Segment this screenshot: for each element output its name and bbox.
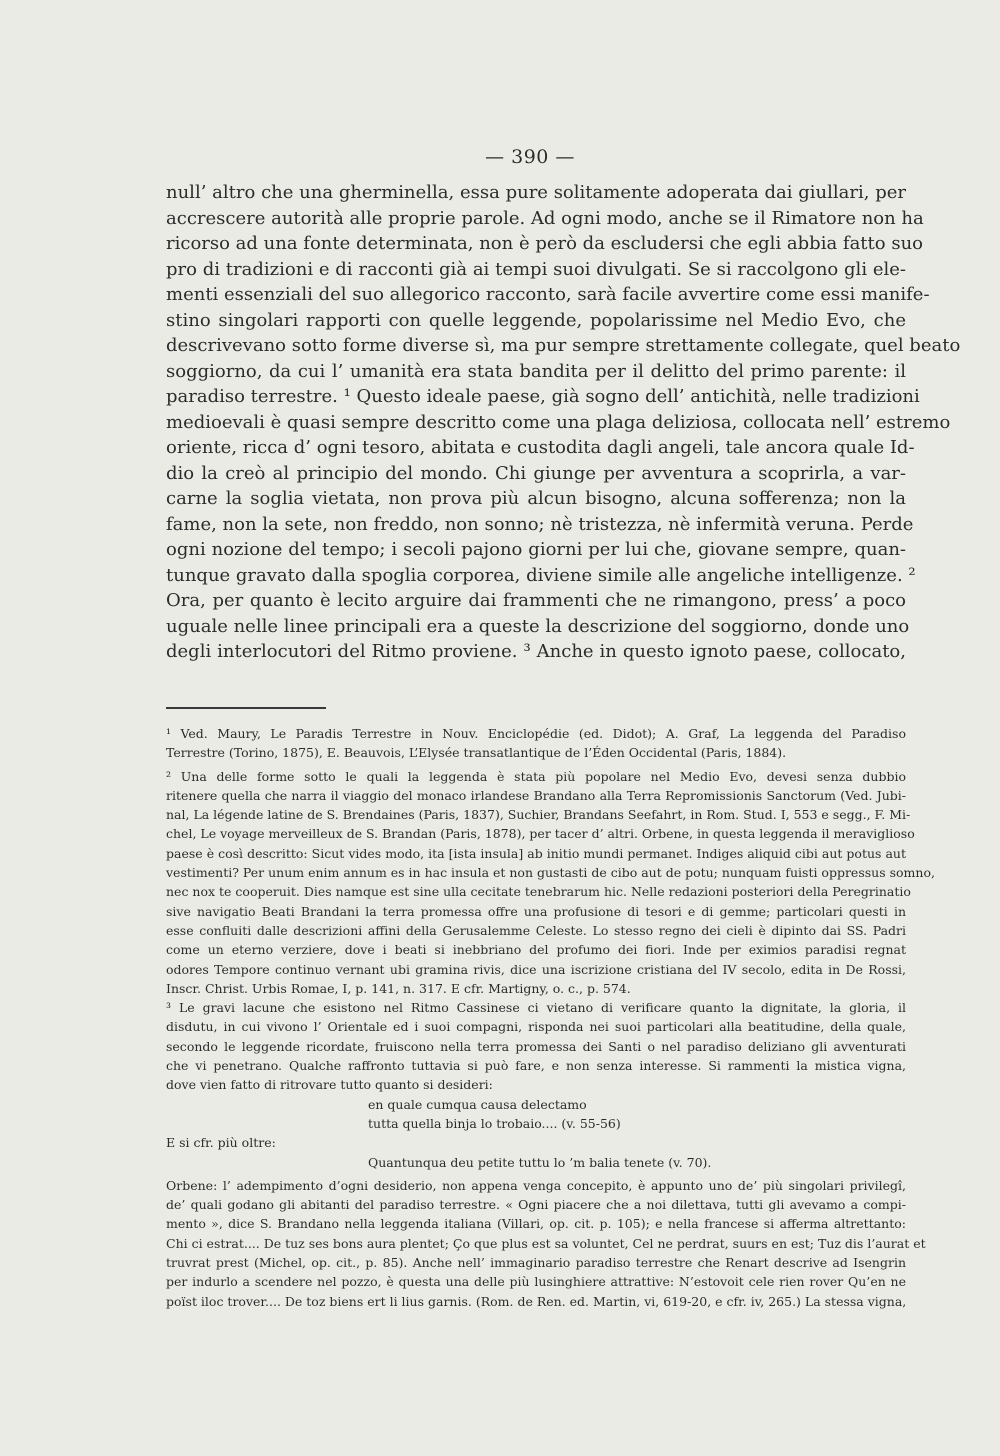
text-line: ogni nozione del tempo; i secoli pajono giorni per lui che, giovane sempre, quan- xyxy=(166,539,906,560)
footnote-line: come un eterno verziere, dove i beati si inebbriano del profumo dei fiori. Inde per eximios paradisi regnat xyxy=(166,942,906,958)
footnote-line: vestimenti? Per unum enim annum es in hac insula et non gustasti de cibo aut de potu; nunquam fuisti oppressus somno, xyxy=(166,865,935,881)
text-line: fame, non la sete, non freddo, non sonno; nè tristezza, nè infermità veruna. Perde xyxy=(166,513,914,535)
text-line: oriente, ricca d’ ogni tesoro, abitata e custodita dagli angeli, tale ancora quale Id- xyxy=(166,437,915,458)
text-line: stino singolari rapporti con quelle leggende, popolarissime nel Medio Evo, che xyxy=(166,309,906,331)
footnote-line: poïst iloc trover.... De toz biens ert li lius garnis. (Rom. de Ren. ed. Martin, vi, 619-20, e cfr. iv, 265.) La stessa vigna, xyxy=(166,1293,907,1309)
footnote-line: mento », dice S. Brandano nella leggenda italiana (Villari, op. cit. p. 105); e nella francese si afferma altrettanto: xyxy=(166,1216,906,1232)
footnote-line: Inscr. Christ. Urbis Romae, I, p. 141, n. 317. E cfr. Martigny, o. c., p. 574. xyxy=(166,980,631,996)
footnote-line: ² Una delle forme sotto le quali la leggenda è stata più popolare nel Medio Evo, devesi senza dubbio xyxy=(166,768,906,784)
footnote-line: nec nox te cooperuit. Dies namque est sine ulla cecitate tenebrarum hic. Nelle redazioni posteriori della Peregrinatio xyxy=(166,884,911,900)
footnote-separator xyxy=(166,707,326,709)
text-line: uguale nelle linee principali era a queste la descrizione del soggiorno, donde uno xyxy=(166,615,910,637)
text-line: soggiorno, da cui l’ umanità era stata bandita per il delitto del primo parente: il xyxy=(166,360,906,382)
text-line: paradiso terrestre. ¹ Questo ideale paese, già sogno dell’ antichità, nelle tradizioni xyxy=(166,386,920,407)
footnote-line: Orbene: l’ adempimento d’ogni desiderio, non appena venga concepito, è appunto uno de’ più singolari privilegî, xyxy=(166,1177,906,1193)
footnote-line: chel, Le voyage merveilleux de S. Brandan (Paris, 1878), per tacer d’ altri. Orbene, in questa leggenda il meraviglioso xyxy=(166,826,915,842)
footnote-line: truvrat prest (Michel, op. cit., p. 85). Anche nell’ immaginario paradiso terrestre che Renart descrive ad Isengrin xyxy=(166,1255,906,1271)
text-line: carne la soglia vietata, non prova più alcun bisogno, alcuna sofferenza; non la xyxy=(166,488,906,509)
footnotes xyxy=(166,724,935,1311)
text-line: menti essenziali del suo allegorico racconto, sarà facile avvertire come essi manife- xyxy=(166,284,930,305)
footnote-line: paese è così descritto: Sicut vides modo, ita [ista insula] ab initio mundi permanet. Indiges aliquid cibi aut potus aut xyxy=(166,845,906,861)
footnote-line: secondo le leggende ricordate, fruiscono nella terra promessa dei Santi o nel paradiso deliziano gli avventurati xyxy=(166,1038,906,1054)
footnote-line: sive navigatio Beati Brandani la terra promessa offre una profusione di tesori e di gemme; particolari questi in xyxy=(166,903,906,919)
verse-line: en quale cumqua causa delectamo xyxy=(368,1096,587,1112)
footnote-line: odores Tempore continuo vernant ubi gramina rivis, dice una iscrizione cristiana del IV secolo, edita in De Rossi, xyxy=(166,961,906,977)
text-line: ricorso ad una fonte determinata, non è però da escludersi che egli abbia fatto suo xyxy=(166,233,923,254)
footnote-line: E si cfr. più oltre: xyxy=(166,1135,276,1151)
footnote-line: disdutu, in cui vivono l’ Orientale ed i suoi compagni, risponda nei suoi particolari alla beatitudine, della quale, xyxy=(166,1019,906,1035)
footnote-line: esse confluiti dalle descrizioni affini della Gerusalemme Celeste. Lo stesso regno dei cieli è dipinto dai SS. Padri xyxy=(166,922,906,938)
text-line: accrescere autorità alle proprie parole. Ad ogni modo, anche se il Rimatore non ha xyxy=(166,207,924,229)
footnote-line: che vi penetrano. Qualche raffronto tuttavia si può fare, e non senza interesse. Si rammenti la mistica vigna, xyxy=(166,1058,906,1074)
text-line: pro di tradizioni e di racconti già ai tempi suoi divulgati. Se si raccolgono gli ele- xyxy=(166,258,906,280)
text-line: dio la creò al principio del mondo. Chi giunge per avventura a scoprirla, a var- xyxy=(166,462,906,484)
page-number: — 390 — xyxy=(485,146,575,168)
main-text xyxy=(166,180,961,665)
text-line: tunque gravato dalla spoglia corporea, diviene simile alle angeliche intelligenze. ² xyxy=(166,564,916,586)
footnote-line: ritenere quella che narra il viaggio del monaco irlandese Brandano alla Terra Repromissionis Sanctorum (Ved. Jubi- xyxy=(166,787,906,803)
footnote-line: per indurlo a scendere nel pozzo, è questa una delle più lusinghiere attrattive: N’estovoit cele rien rover Qu’en ne xyxy=(166,1274,906,1290)
verse-line: tutta quella binja lo trobaio.... (v. 55-56) xyxy=(368,1115,621,1131)
text-line: degli interlocutori del Ritmo proviene. ³ Anche in questo ignoto paese, collocato, xyxy=(166,641,906,662)
footnote-line: nal, La légende latine de S. Brendaines (Paris, 1837), Suchier, Brandans Seefahrt, in Rom. Stud. I, 553 e segg., F. Mi- xyxy=(166,807,911,823)
footnote-line: dove vien fatto di ritrovare tutto quanto si desideri: xyxy=(166,1077,493,1093)
footnote-line: ¹ Ved. Maury, Le Paradis Terrestre in Nouv. Enciclopédie (ed. Didot); A. Graf, La leggenda del Paradiso xyxy=(166,726,906,741)
footnote-line: de’ quali godano gli abitanti del paradiso terrestre. « Ogni piacere che a noi dilettava, tutti gli avevamo a compi- xyxy=(166,1197,906,1213)
footnote-line: Terrestre (Torino, 1875), E. Beauvois, L’Elysée transatlantique de l’Éden Occidental (Paris, 1884). xyxy=(166,745,787,761)
footnote-line: Chi ci estrat.... De tuz ses bons aura plentet; Ço que plus est sa voluntet, Cel ne perdrat, suurs en est; Tuz dis l’aurat et xyxy=(166,1235,926,1251)
text-line: Ora, per quanto è lecito arguire dai frammenti che ne rimangono, press’ a poco xyxy=(166,590,906,611)
text-line: descrivevano sotto forme diverse sì, ma pur sempre strettamente collegate, quel beato xyxy=(166,335,961,356)
text-line: medioevali è quasi sempre descritto come una plaga deliziosa, collocata nell’ estremo xyxy=(166,411,951,433)
footnote-line: ³ Le gravi lacune che esistono nel Ritmo Cassinese ci vietano di verificare quanto la dignitate, la gloria, il xyxy=(166,1000,906,1016)
text-line: null’ altro che una gherminella, essa pure solitamente adoperata dai giullari, per xyxy=(166,182,906,203)
verse-line: Quantunqua deu petite tuttu lo ’m balia tenete (v. 70). xyxy=(368,1154,712,1170)
